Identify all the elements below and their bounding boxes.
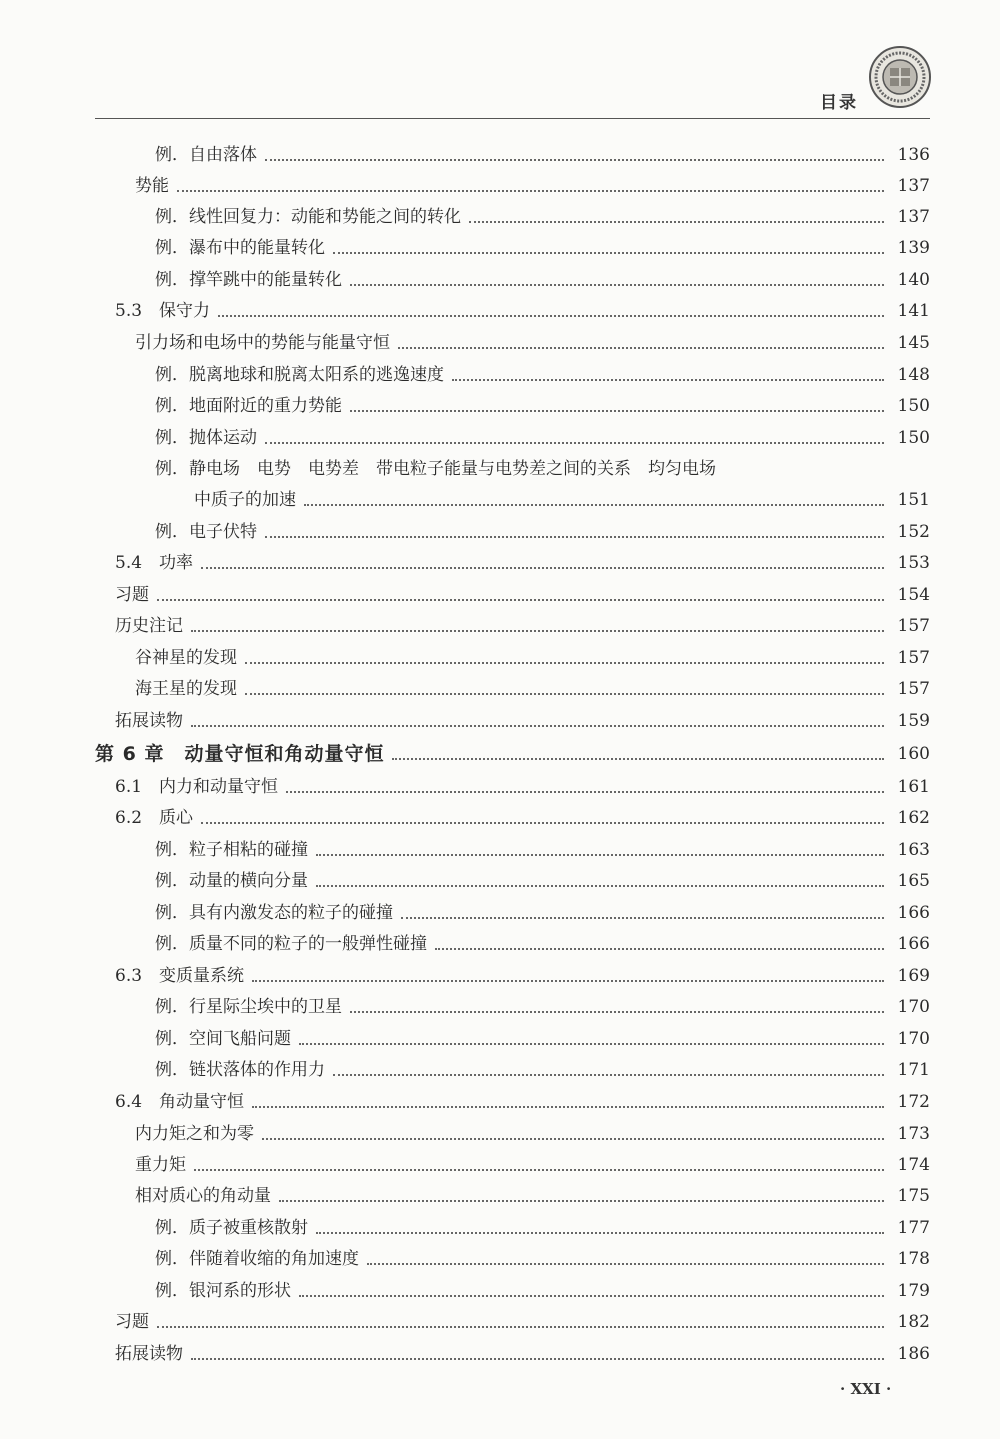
page-header-title: 目录 bbox=[820, 93, 858, 113]
header-divider bbox=[95, 118, 930, 119]
toc-entry bbox=[135, 169, 930, 197]
toc-entry bbox=[115, 801, 930, 829]
toc-entry-label: 海王星的发现 bbox=[135, 679, 237, 699]
toc-entry bbox=[115, 770, 930, 798]
toc-entry-page: 170 bbox=[897, 1029, 930, 1049]
leader-dots bbox=[398, 347, 884, 349]
leader-dots bbox=[452, 379, 884, 381]
toc-entry-label: 6.4 角动量守恒 bbox=[115, 1092, 245, 1112]
toc-entry-page: 150 bbox=[897, 396, 930, 416]
toc-entry-page: 157 bbox=[897, 648, 930, 668]
toc-entry-page: 140 bbox=[897, 270, 930, 290]
leader-dots bbox=[286, 791, 884, 793]
toc-entry bbox=[155, 1053, 930, 1081]
toc-entry-page: 170 bbox=[897, 997, 930, 1017]
toc-entry bbox=[155, 138, 930, 166]
leader-dots bbox=[316, 885, 884, 887]
leader-dots bbox=[299, 1043, 884, 1045]
leader-dots bbox=[191, 725, 884, 727]
toc-entry-label: 重力矩 bbox=[135, 1155, 186, 1175]
toc-entry-page: 163 bbox=[897, 840, 930, 860]
toc-entry-label: 6.3 变质量系统 bbox=[115, 966, 245, 986]
toc-entry-page: 157 bbox=[897, 679, 930, 699]
leader-dots bbox=[262, 1138, 884, 1140]
toc-entry-page: 153 bbox=[897, 553, 930, 573]
toc-entry bbox=[115, 959, 930, 987]
leader-dots bbox=[350, 284, 884, 286]
toc-entry bbox=[155, 421, 930, 449]
toc-entry bbox=[135, 641, 930, 669]
leader-dots bbox=[367, 1263, 884, 1265]
toc-entry-page: 137 bbox=[897, 176, 930, 196]
toc-entry bbox=[155, 389, 930, 417]
leader-dots bbox=[304, 504, 884, 506]
toc-entry bbox=[115, 1305, 930, 1333]
toc-entry bbox=[155, 515, 930, 543]
leader-dots bbox=[157, 599, 884, 601]
leader-dots bbox=[265, 442, 884, 444]
toc-entry-label: 引力场和电场中的势能与能量守恒 bbox=[135, 333, 390, 353]
leader-dots bbox=[333, 1074, 884, 1076]
toc-entry-page: 169 bbox=[897, 966, 930, 986]
toc-entry-page: 151 bbox=[897, 490, 930, 510]
toc-entry-page: 162 bbox=[897, 808, 930, 828]
toc-entry-continuation bbox=[194, 483, 930, 511]
toc-entry-label: 6.1 内力和动量守恒 bbox=[115, 777, 279, 797]
leader-dots bbox=[299, 1295, 884, 1297]
toc-entry-page: 165 bbox=[897, 871, 930, 891]
leader-dots bbox=[265, 159, 884, 161]
leader-dots bbox=[191, 630, 884, 632]
toc-entry bbox=[115, 546, 930, 574]
toc-entry-label: 第 6 章 动量守恒和角动量守恒 bbox=[95, 743, 385, 765]
toc-entry-page: 166 bbox=[897, 903, 930, 923]
leader-dots bbox=[252, 1106, 884, 1108]
leader-dots bbox=[191, 1358, 884, 1360]
toc-entry-label: 势能 bbox=[135, 176, 169, 196]
toc-entry-label: 例．线性回复力：动能和势能之间的转化 bbox=[155, 207, 461, 227]
toc-entry-page: 160 bbox=[897, 744, 930, 764]
leader-dots bbox=[201, 567, 884, 569]
leader-dots bbox=[435, 948, 884, 950]
toc-entry-label: 内力矩之和为零 bbox=[135, 1124, 254, 1144]
toc-entry bbox=[155, 990, 930, 1018]
toc-entry-label: 谷神星的发现 bbox=[135, 648, 237, 668]
leader-dots bbox=[333, 252, 884, 254]
toc-entry bbox=[155, 1211, 930, 1239]
leader-dots bbox=[469, 221, 884, 223]
toc-entry bbox=[155, 864, 930, 892]
toc-entry-page: 161 bbox=[897, 777, 930, 797]
toc-entry bbox=[155, 896, 930, 924]
toc-entry-page: 171 bbox=[897, 1060, 930, 1080]
toc-entry-page: 157 bbox=[897, 616, 930, 636]
toc-entry bbox=[155, 1274, 930, 1302]
toc-entry-label: 历史注记 bbox=[115, 616, 183, 636]
toc-entry-page: 186 bbox=[897, 1344, 930, 1364]
leader-dots bbox=[157, 1326, 884, 1328]
toc-entry-label: 例．银河系的形状 bbox=[155, 1281, 291, 1301]
toc-entry-page: 174 bbox=[897, 1155, 930, 1175]
leader-dots bbox=[350, 410, 884, 412]
toc-entry-page: 139 bbox=[897, 238, 930, 258]
toc-entry-page: 166 bbox=[897, 934, 930, 954]
leader-dots bbox=[350, 1011, 884, 1013]
toc-entry-label: 习题 bbox=[115, 1312, 149, 1332]
toc-entry-label: 习题 bbox=[115, 585, 149, 605]
toc-entry-label: 例．链状落体的作用力 bbox=[155, 1060, 325, 1080]
leader-dots bbox=[316, 854, 884, 856]
toc-entry-page: 152 bbox=[897, 522, 930, 542]
toc-entry bbox=[135, 672, 930, 700]
toc-entry-page: 178 bbox=[897, 1249, 930, 1269]
toc-entry-label: 例．粒子相粘的碰撞 bbox=[155, 840, 308, 860]
toc-entry bbox=[115, 1337, 930, 1365]
toc-entry-page: 173 bbox=[897, 1124, 930, 1144]
leader-dots bbox=[245, 662, 884, 664]
leader-dots bbox=[401, 917, 884, 919]
page-number: · XXI · bbox=[840, 1380, 892, 1398]
leader-dots bbox=[177, 190, 884, 192]
toc-entry bbox=[135, 1179, 930, 1207]
toc-entry bbox=[155, 263, 930, 291]
leader-dots bbox=[279, 1200, 884, 1202]
toc-entry-label: 例．空间飞船问题 bbox=[155, 1029, 291, 1049]
toc-entry bbox=[155, 231, 930, 259]
toc-entry-label: 6.2 质心 bbox=[115, 808, 194, 828]
leader-dots bbox=[201, 822, 884, 824]
leader-dots bbox=[218, 315, 884, 317]
toc-entry-page: 159 bbox=[897, 711, 930, 731]
toc-entry-label: 例．电子伏特 bbox=[155, 522, 257, 542]
toc-entry-label: 5.4 功率 bbox=[115, 553, 194, 573]
toc-entry bbox=[135, 326, 930, 354]
toc-entry bbox=[115, 1085, 930, 1113]
toc-entry-label: 例．地面附近的重力势能 bbox=[155, 396, 342, 416]
toc-entry-label: 例．撑竿跳中的能量转化 bbox=[155, 270, 342, 290]
toc-entry bbox=[115, 294, 930, 322]
toc-entry-page: 182 bbox=[897, 1312, 930, 1332]
toc-entry-label: 例．动量的横向分量 bbox=[155, 871, 308, 891]
toc-entry bbox=[115, 704, 930, 732]
toc-entry-label: 例．静电场 电势 电势差 带电粒子能量与电势差之间的关系 均匀电场 bbox=[155, 459, 716, 479]
seal-emblem-icon bbox=[868, 45, 932, 109]
toc-entry bbox=[155, 833, 930, 861]
toc-entry-label: 5.3 保守力 bbox=[115, 301, 211, 321]
toc-entry bbox=[155, 200, 930, 228]
leader-dots bbox=[316, 1232, 884, 1234]
toc-entry bbox=[135, 1117, 930, 1145]
toc-entry bbox=[115, 609, 930, 637]
toc-entry-page: 175 bbox=[897, 1186, 930, 1206]
toc-entry-label: 例．抛体运动 bbox=[155, 428, 257, 448]
toc-entry-label: 例．质量不同的粒子的一般弹性碰撞 bbox=[155, 934, 427, 954]
toc-entry-page: 148 bbox=[897, 365, 930, 385]
toc-entry bbox=[155, 452, 930, 480]
toc-entry-label: 拓展读物 bbox=[115, 711, 183, 731]
leader-dots bbox=[194, 1169, 884, 1171]
toc-chapter-heading bbox=[95, 737, 930, 765]
toc-entry-page: 179 bbox=[897, 1281, 930, 1301]
toc-entry-label: 例．自由落体 bbox=[155, 145, 257, 165]
toc-entry-label: 中质子的加速 bbox=[194, 490, 296, 510]
leader-dots bbox=[265, 536, 884, 538]
toc-entry-page: 177 bbox=[897, 1218, 930, 1238]
toc-entry bbox=[135, 1148, 930, 1176]
toc-entry-label: 相对质心的角动量 bbox=[135, 1186, 271, 1206]
leader-dots bbox=[392, 758, 884, 760]
toc-entry-label: 例．具有内激发态的粒子的碰撞 bbox=[155, 903, 393, 923]
leader-dots bbox=[245, 693, 884, 695]
toc-entry-label: 拓展读物 bbox=[115, 1344, 183, 1364]
toc-entry-page: 150 bbox=[897, 428, 930, 448]
toc-entry bbox=[115, 578, 930, 606]
toc-entry-label: 例．瀑布中的能量转化 bbox=[155, 238, 325, 258]
toc-entry-label: 例．质子被重核散射 bbox=[155, 1218, 308, 1238]
toc-entry-page: 137 bbox=[897, 207, 930, 227]
toc-entry-page: 172 bbox=[897, 1092, 930, 1112]
toc-entry bbox=[155, 358, 930, 386]
toc-entry-label: 例．伴随着收缩的角加速度 bbox=[155, 1249, 359, 1269]
leader-dots bbox=[252, 980, 884, 982]
toc-entry bbox=[155, 1242, 930, 1270]
toc-entry-page: 141 bbox=[897, 301, 930, 321]
toc-entry-page: 145 bbox=[897, 333, 930, 353]
toc-entry bbox=[155, 927, 930, 955]
toc-entry-page: 136 bbox=[897, 145, 930, 165]
toc-entry-page: 154 bbox=[897, 585, 930, 605]
toc-entry bbox=[155, 1022, 930, 1050]
toc-entry-label: 例．脱离地球和脱离太阳系的逃逸速度 bbox=[155, 365, 444, 385]
toc-entry-label: 例．行星际尘埃中的卫星 bbox=[155, 997, 342, 1017]
